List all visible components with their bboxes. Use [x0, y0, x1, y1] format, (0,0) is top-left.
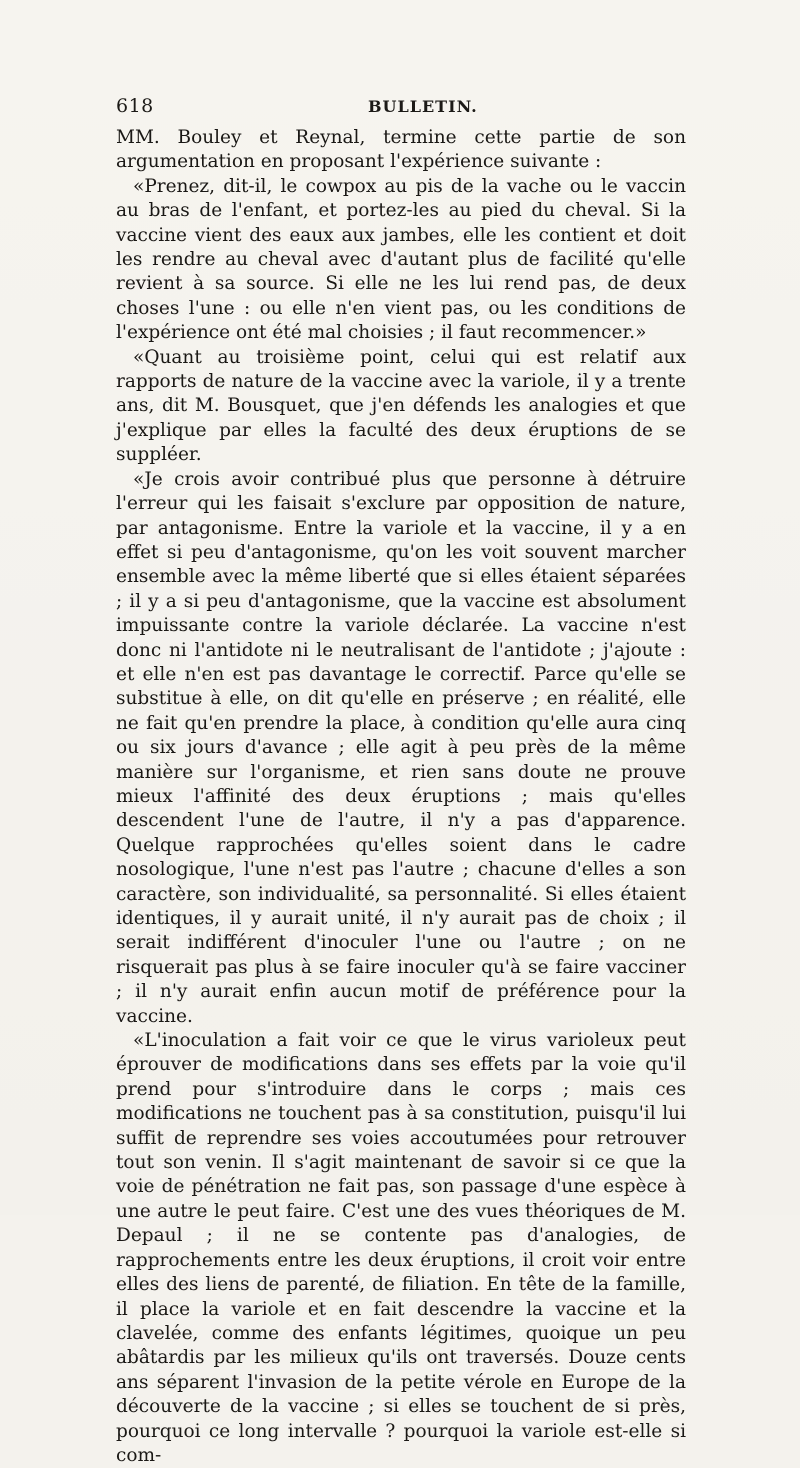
page-header	[116, 95, 686, 121]
paragraph-2: «Prenez, dit-il, le cowpox au pis de la vache ou le vaccin au bras de l'enfant, et portez-les au pied du cheval. Si la vaccine vient des eaux aux jambes, elle les contient et doit les rendre au cheval avec d'autant plus de facilité qu'elle revient à sa source. Si elle ne les lui rend pas, de deux choses l'une : ou elle n'en vient pas, ou les conditions de l'expérience ont été mal choisies ; il faut recommencer.»	[116, 175, 686, 344]
paragraph-1: MM. Bouley et Reynal, termine cette partie de son argumentation en proposant l'expérience suivante :	[116, 127, 686, 173]
paragraph-4: «Je crois avoir contribué plus que personne à détruire l'erreur qui les faisait s'exclure par opposition de nature, par antagonisme. Entre la variole et la vaccine, il y a en effet si peu d'antagonisme, qu'on les voit souvent marcher ensemble avec la même liberté que si elles étaient séparées ; il y a si peu d'antagonisme, que la vaccine est absolument impuissante contre la variole déclarée. La vaccine n'est donc ni l'antidote ni le neutralisant de l'antidote ; j'ajoute : et elle n'en est pas davantage le correctif. Parce qu'elle se substitue à elle, on dit qu'elle en préserve ; en réalité, elle ne fait qu'en prendre la place, à condition qu'elle aura cinq ou six jours d'avance ; elle agit à peu près de la même manière sur l'organisme, et rien sans doute ne prouve mieux l'affinité des deux éruptions ; mais qu'elles descendent l'une de l'autre, il n'y a pas d'apparence. Quelque rapprochées qu'elles soient dans le cadre nosologique, l'une n'est pas l'autre ; chacune d'elles a son caractère, son individualité, sa personnalité. Si elles étaient identiques, il y aurait unité, il n'y aurait pas de choix ; il serait indifférent d'inoculer l'une ou l'autre ; on ne risquerait pas plus à se faire inoculer qu'à se faire vacciner ; il n'y aurait enfin aucun motif de préférence pour la vaccine.	[116, 468, 686, 1027]
body-text	[116, 126, 686, 1468]
paragraph-3: «Quant au troisième point, celui qui est relatif aux rapports de nature de la vaccine avec la variole, il y a trente ans, dit M. Bousquet, que j'en défends les analogies et que j'explique par elles la faculté des deux éruptions de se suppléer.	[116, 346, 686, 466]
running-head: BULLETIN.	[368, 97, 478, 116]
page-number: 618	[116, 95, 154, 117]
paragraph-5: «L'inoculation a fait voir ce que le virus varioleux peut éprouver de modifications dans ses effets par la voie qu'il prend pour s'introduire dans le corps ; mais ces modifications ne touchent pas à sa constitution, puisqu'il lui suffit de reprendre ses voies accoutumées pour retrouver tout son venin. Il s'agit maintenant de savoir si ce que la voie de pénétration ne fait pas, son passage d'une espèce à une autre le peut faire. C'est une des vues théoriques de M. Depaul ; il ne se contente pas d'analogies, de rapprochements entre les deux éruptions, il croit voir entre elles des liens de parenté, de filiation. En tête de la famille, il place la variole et en fait descendre la vaccine et la clavelée, comme des enfants légitimes, quoique un peu abâtardis par les milieux qu'ils ont traversés. Douze cents ans séparent l'invasion de la petite vérole en Europe de la découverte de la vaccine ; si elles se touchent de si près, pourquoi ce long intervalle ? pourquoi la variole est-elle si com-	[116, 1030, 686, 1466]
